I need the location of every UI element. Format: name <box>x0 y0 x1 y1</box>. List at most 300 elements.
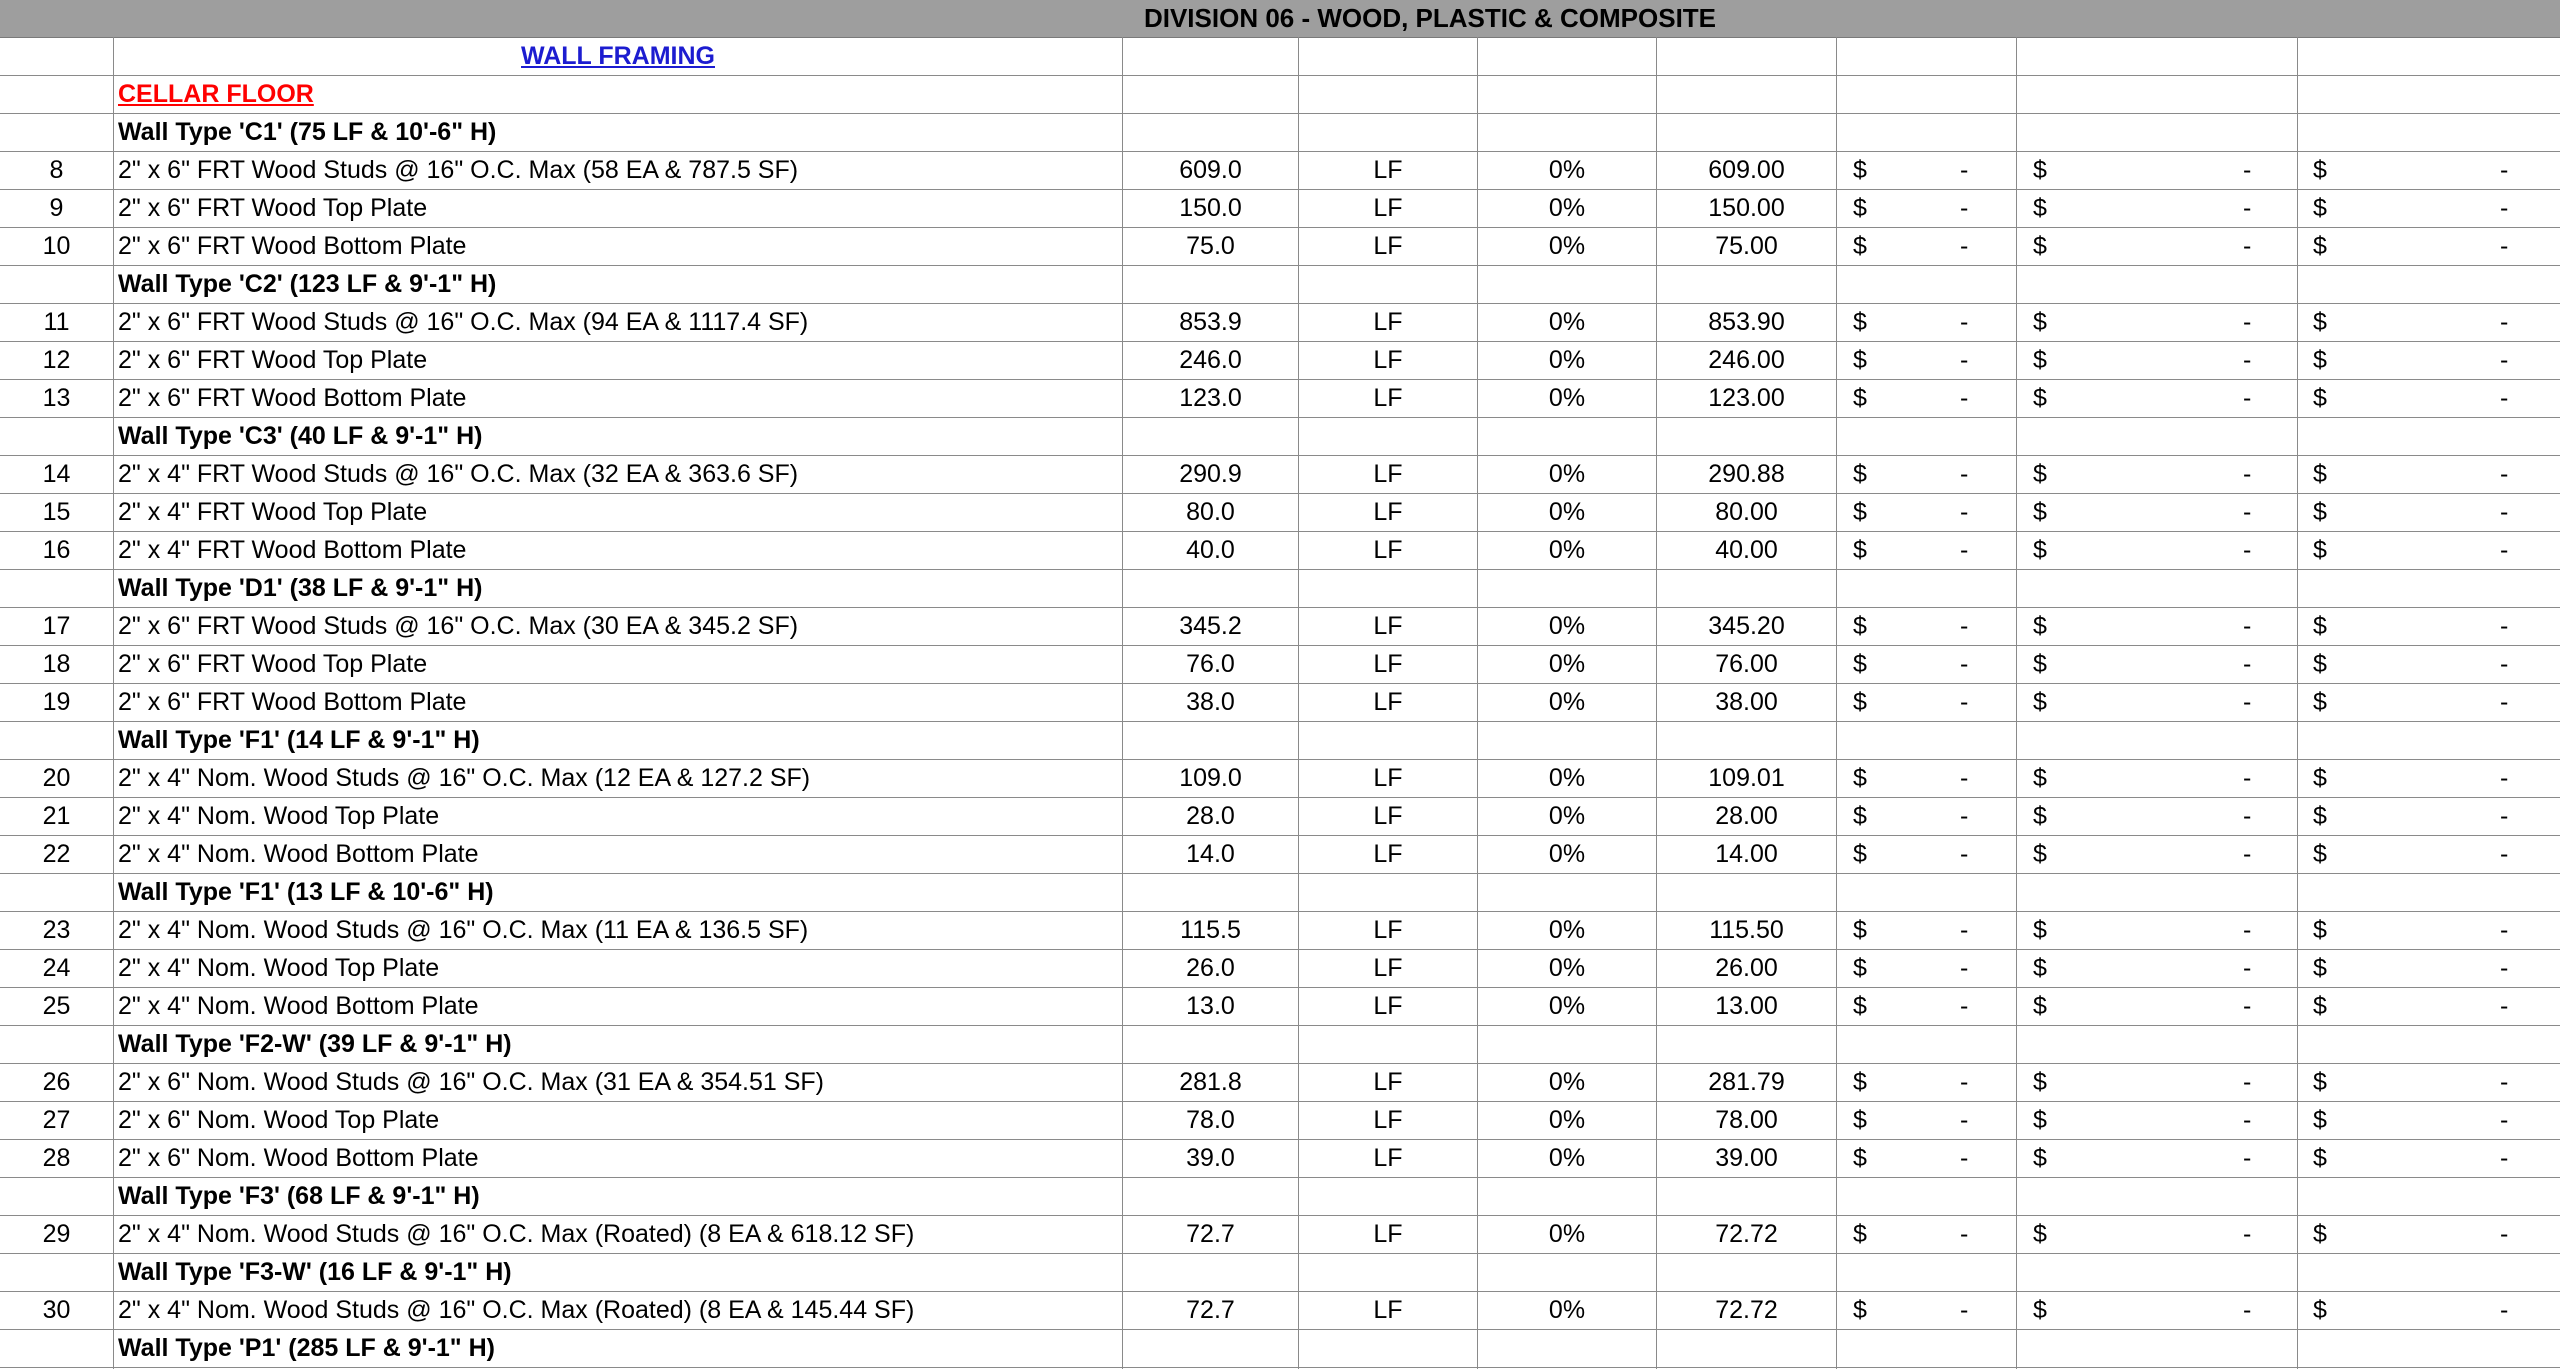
item-quantity: 38.0 <box>1186 688 1235 716</box>
empty-value-dash: - <box>1960 650 1969 678</box>
wall-type-label: Wall Type 'F1' (14 LF & 9'-1" H) <box>118 726 480 754</box>
currency-symbol: $ <box>1853 1296 1867 1324</box>
section-row[interactable] <box>0 38 2560 76</box>
item-description: 2" x 6" FRT Wood Top Plate <box>118 346 428 374</box>
currency-symbol: $ <box>2033 1106 2047 1134</box>
item-quantity: 13.0 <box>1186 992 1235 1020</box>
empty-value-dash: - <box>2243 498 2252 526</box>
item-waste-percent: 0% <box>1548 650 1586 678</box>
item-quantity: 290.9 <box>1179 460 1242 488</box>
line-number: 26 <box>42 1068 71 1096</box>
item-unit: LF <box>1373 840 1403 868</box>
empty-value-dash: - <box>2500 1144 2509 1172</box>
empty-value-dash: - <box>2500 346 2509 374</box>
wall-type-group-row[interactable] <box>0 1178 2560 1216</box>
empty-value-dash: - <box>2243 764 2252 792</box>
division-title: DIVISION 06 - WOOD, PLASTIC & COMPOSITE <box>1143 3 1717 33</box>
wall-type-label: Wall Type 'F3-W' (16 LF & 9'-1" H) <box>118 1258 512 1286</box>
line-item-row[interactable] <box>0 988 2560 1026</box>
currency-symbol: $ <box>2033 346 2047 374</box>
currency-symbol: $ <box>1853 840 1867 868</box>
line-item-row[interactable] <box>0 684 2560 722</box>
currency-symbol: $ <box>2033 536 2047 564</box>
line-item-row[interactable] <box>0 1216 2560 1254</box>
currency-symbol: $ <box>2033 1144 2047 1172</box>
item-waste-percent: 0% <box>1548 536 1586 564</box>
item-unit: LF <box>1373 156 1403 184</box>
column-divider <box>2297 37 2298 1369</box>
item-description: 2" x 6" Nom. Wood Bottom Plate <box>118 1144 479 1172</box>
wall-type-group-row[interactable] <box>0 266 2560 304</box>
currency-symbol: $ <box>2313 232 2327 260</box>
empty-value-dash: - <box>2500 764 2509 792</box>
currency-symbol: $ <box>1853 460 1867 488</box>
currency-symbol: $ <box>2313 1106 2327 1134</box>
line-number: 8 <box>49 156 64 184</box>
line-item-row[interactable] <box>0 608 2560 646</box>
empty-value-dash: - <box>2243 1296 2252 1324</box>
item-unit: LF <box>1373 384 1403 412</box>
line-number: 11 <box>43 308 70 336</box>
item-quantity: 123.0 <box>1179 384 1242 412</box>
empty-value-dash: - <box>2243 1220 2252 1248</box>
currency-symbol: $ <box>2033 954 2047 982</box>
item-unit: LF <box>1373 802 1403 830</box>
item-description: 2" x 6" Nom. Wood Studs @ 16" O.C. Max (31 EA & 354.51 SF) <box>118 1068 825 1096</box>
item-unit: LF <box>1373 1144 1403 1172</box>
line-item-row[interactable] <box>0 836 2560 874</box>
item-waste-percent: 0% <box>1548 232 1586 260</box>
item-unit: LF <box>1373 1106 1403 1134</box>
currency-symbol: $ <box>2033 308 2047 336</box>
currency-symbol: $ <box>1853 612 1867 640</box>
item-description: 2" x 4" Nom. Wood Top Plate <box>118 802 440 830</box>
empty-value-dash: - <box>2500 1106 2509 1134</box>
currency-symbol: $ <box>2033 916 2047 944</box>
empty-value-dash: - <box>2500 1296 2509 1324</box>
wall-type-group-row[interactable] <box>0 418 2560 456</box>
line-item-row[interactable] <box>0 1064 2560 1102</box>
currency-symbol: $ <box>2313 916 2327 944</box>
currency-symbol: $ <box>1853 916 1867 944</box>
empty-value-dash: - <box>2243 916 2252 944</box>
item-quantity: 26.0 <box>1186 954 1235 982</box>
item-quantity: 115.5 <box>1180 916 1241 944</box>
item-total-quantity: 13.00 <box>1715 992 1778 1020</box>
currency-symbol: $ <box>2033 498 2047 526</box>
empty-value-dash: - <box>2500 156 2509 184</box>
empty-value-dash: - <box>1960 1220 1969 1248</box>
currency-symbol: $ <box>2033 156 2047 184</box>
item-description: 2" x 4" FRT Wood Bottom Plate <box>118 536 467 564</box>
wall-type-label: Wall Type 'F2-W' (39 LF & 9'-1" H) <box>118 1030 512 1058</box>
item-waste-percent: 0% <box>1548 460 1586 488</box>
empty-value-dash: - <box>2243 840 2252 868</box>
item-unit: LF <box>1373 498 1403 526</box>
empty-value-dash: - <box>2243 308 2252 336</box>
empty-value-dash: - <box>1960 346 1969 374</box>
column-divider <box>1836 37 1837 1369</box>
currency-symbol: $ <box>2033 1068 2047 1096</box>
currency-symbol: $ <box>1853 1068 1867 1096</box>
currency-symbol: $ <box>2033 1220 2047 1248</box>
currency-symbol: $ <box>2313 498 2327 526</box>
item-description: 2" x 6" FRT Wood Bottom Plate <box>118 232 467 260</box>
empty-value-dash: - <box>2243 232 2252 260</box>
item-waste-percent: 0% <box>1548 802 1586 830</box>
empty-value-dash: - <box>1960 916 1969 944</box>
wall-type-label: Wall Type 'D1' (38 LF & 9'-1" H) <box>118 574 483 602</box>
wall-type-label: Wall Type 'C2' (123 LF & 9'-1" H) <box>118 270 497 298</box>
currency-symbol: $ <box>2313 764 2327 792</box>
column-divider <box>1656 37 1657 1369</box>
empty-value-dash: - <box>2500 802 2509 830</box>
empty-value-dash: - <box>1960 194 1969 222</box>
item-total-quantity: 115.50 <box>1709 916 1784 944</box>
floor-row[interactable] <box>0 76 2560 114</box>
item-quantity: 78.0 <box>1186 1106 1235 1134</box>
item-unit: LF <box>1373 764 1403 792</box>
item-waste-percent: 0% <box>1548 384 1586 412</box>
item-description: 2" x 4" Nom. Wood Bottom Plate <box>118 840 479 868</box>
item-quantity: 109.0 <box>1179 764 1242 792</box>
item-total-quantity: 28.00 <box>1715 802 1778 830</box>
currency-symbol: $ <box>1853 194 1867 222</box>
floor-title: CELLAR FLOOR <box>118 80 314 108</box>
item-description: 2" x 6" FRT Wood Studs @ 16" O.C. Max (58 EA & 787.5 SF) <box>118 156 799 184</box>
line-number: 30 <box>42 1296 71 1324</box>
currency-symbol: $ <box>1853 954 1867 982</box>
item-quantity: 72.7 <box>1186 1220 1235 1248</box>
empty-value-dash: - <box>2243 460 2252 488</box>
empty-value-dash: - <box>1960 1106 1969 1134</box>
item-total-quantity: 75.00 <box>1715 232 1778 260</box>
empty-value-dash: - <box>1960 1144 1969 1172</box>
item-total-quantity: 609.00 <box>1708 156 1785 184</box>
currency-symbol: $ <box>2033 992 2047 1020</box>
item-total-quantity: 109.01 <box>1708 764 1785 792</box>
item-quantity: 281.8 <box>1179 1068 1242 1096</box>
line-item-row[interactable] <box>0 456 2560 494</box>
line-item-row[interactable] <box>0 228 2560 266</box>
currency-symbol: $ <box>2313 840 2327 868</box>
empty-value-dash: - <box>2500 840 2509 868</box>
line-item-row[interactable] <box>0 1292 2560 1330</box>
currency-symbol: $ <box>1853 992 1867 1020</box>
item-unit: LF <box>1373 308 1403 336</box>
item-waste-percent: 0% <box>1548 840 1586 868</box>
empty-value-dash: - <box>2500 650 2509 678</box>
currency-symbol: $ <box>2313 194 2327 222</box>
currency-symbol: $ <box>1853 1220 1867 1248</box>
item-total-quantity: 39.00 <box>1715 1144 1778 1172</box>
currency-symbol: $ <box>2313 1296 2327 1324</box>
item-description: 2" x 4" Nom. Wood Top Plate <box>118 954 440 982</box>
line-number: 17 <box>42 612 71 640</box>
line-number: 24 <box>42 954 71 982</box>
empty-value-dash: - <box>2500 232 2509 260</box>
empty-value-dash: - <box>2500 1068 2509 1096</box>
item-unit: LF <box>1373 460 1403 488</box>
line-item-row[interactable] <box>0 494 2560 532</box>
currency-symbol: $ <box>1853 156 1867 184</box>
item-waste-percent: 0% <box>1548 764 1586 792</box>
item-unit: LF <box>1373 612 1403 640</box>
line-item-row[interactable] <box>0 1140 2560 1178</box>
item-unit: LF <box>1373 916 1403 944</box>
currency-symbol: $ <box>2313 688 2327 716</box>
empty-value-dash: - <box>2243 612 2252 640</box>
line-item-row[interactable] <box>0 950 2560 988</box>
wall-type-label: Wall Type 'F3' (68 LF & 9'-1" H) <box>118 1182 480 1210</box>
line-number: 23 <box>42 916 71 944</box>
wall-type-group-row[interactable] <box>0 722 2560 760</box>
currency-symbol: $ <box>1853 308 1867 336</box>
item-unit: LF <box>1373 688 1403 716</box>
currency-symbol: $ <box>2033 1296 2047 1324</box>
empty-value-dash: - <box>2243 688 2252 716</box>
wall-type-group-row[interactable] <box>0 570 2560 608</box>
empty-value-dash: - <box>2500 308 2509 336</box>
line-number: 27 <box>42 1106 71 1134</box>
empty-value-dash: - <box>1960 612 1969 640</box>
empty-value-dash: - <box>2500 992 2509 1020</box>
empty-value-dash: - <box>2243 536 2252 564</box>
wall-type-group-row[interactable] <box>0 1330 2560 1368</box>
item-waste-percent: 0% <box>1548 1144 1586 1172</box>
line-number: 21 <box>42 802 71 830</box>
line-number: 18 <box>42 650 71 678</box>
section-title-link[interactable]: WALL FRAMING <box>521 42 715 70</box>
line-item-row[interactable] <box>0 912 2560 950</box>
item-total-quantity: 281.79 <box>1708 1068 1785 1096</box>
currency-symbol: $ <box>1853 232 1867 260</box>
column-divider <box>113 37 114 1369</box>
currency-symbol: $ <box>2313 536 2327 564</box>
item-description: 2" x 4" Nom. Wood Studs @ 16" O.C. Max (11 EA & 136.5 SF) <box>118 916 809 944</box>
wall-type-label: Wall Type 'C1' (75 LF & 10'-6" H) <box>118 118 497 146</box>
item-quantity: 75.0 <box>1186 232 1235 260</box>
currency-symbol: $ <box>2033 764 2047 792</box>
currency-symbol: $ <box>2033 802 2047 830</box>
currency-symbol: $ <box>2033 384 2047 412</box>
empty-value-dash: - <box>1960 384 1969 412</box>
item-quantity: 39.0 <box>1186 1144 1235 1172</box>
currency-symbol: $ <box>1853 498 1867 526</box>
item-waste-percent: 0% <box>1548 688 1586 716</box>
item-total-quantity: 78.00 <box>1715 1106 1778 1134</box>
empty-value-dash: - <box>1960 460 1969 488</box>
currency-symbol: $ <box>1853 802 1867 830</box>
currency-symbol: $ <box>2313 1220 2327 1248</box>
currency-symbol: $ <box>2033 232 2047 260</box>
currency-symbol: $ <box>2313 1068 2327 1096</box>
line-number: 29 <box>42 1220 71 1248</box>
currency-symbol: $ <box>2313 346 2327 374</box>
line-item-row[interactable] <box>0 646 2560 684</box>
empty-value-dash: - <box>1960 992 1969 1020</box>
empty-value-dash: - <box>2500 688 2509 716</box>
currency-symbol: $ <box>2033 194 2047 222</box>
item-quantity: 40.0 <box>1186 536 1235 564</box>
empty-value-dash: - <box>2500 954 2509 982</box>
item-quantity: 853.9 <box>1179 308 1242 336</box>
empty-value-dash: - <box>2243 1144 2252 1172</box>
line-item-row[interactable] <box>0 798 2560 836</box>
currency-symbol: $ <box>1853 536 1867 564</box>
item-waste-percent: 0% <box>1548 1106 1586 1134</box>
currency-symbol: $ <box>1853 1106 1867 1134</box>
wall-type-group-row[interactable] <box>0 874 2560 912</box>
line-number: 9 <box>49 194 64 222</box>
item-total-quantity: 290.88 <box>1708 460 1785 488</box>
item-unit: LF <box>1373 346 1403 374</box>
item-total-quantity: 40.00 <box>1715 536 1778 564</box>
wall-type-label: Wall Type 'C3' (40 LF & 9'-1" H) <box>118 422 483 450</box>
line-item-row[interactable] <box>0 380 2560 418</box>
column-divider <box>1477 37 1478 1369</box>
item-description: 2" x 4" Nom. Wood Studs @ 16" O.C. Max (Roated) (8 EA & 145.44 SF) <box>118 1296 915 1324</box>
division-header-row[interactable] <box>0 0 2560 38</box>
currency-symbol: $ <box>1853 650 1867 678</box>
item-waste-percent: 0% <box>1548 916 1586 944</box>
item-total-quantity: 246.00 <box>1708 346 1785 374</box>
item-total-quantity: 72.72 <box>1715 1296 1778 1324</box>
item-description: 2" x 6" FRT Wood Top Plate <box>118 194 428 222</box>
currency-symbol: $ <box>1853 688 1867 716</box>
item-quantity: 72.7 <box>1186 1296 1235 1324</box>
line-item-row[interactable] <box>0 304 2560 342</box>
line-number: 13 <box>42 384 71 412</box>
item-description: 2" x 4" Nom. Wood Studs @ 16" O.C. Max (12 EA & 127.2 SF) <box>118 764 811 792</box>
empty-value-dash: - <box>2243 954 2252 982</box>
item-description: 2" x 6" Nom. Wood Top Plate <box>118 1106 440 1134</box>
empty-value-dash: - <box>2243 650 2252 678</box>
line-number: 22 <box>42 840 71 868</box>
line-number: 19 <box>42 688 71 716</box>
item-quantity: 345.2 <box>1179 612 1242 640</box>
item-total-quantity: 123.00 <box>1708 384 1785 412</box>
item-description: 2" x 6" FRT Wood Studs @ 16" O.C. Max (94 EA & 1117.4 SF) <box>118 308 809 336</box>
empty-value-dash: - <box>2243 802 2252 830</box>
empty-value-dash: - <box>1960 232 1969 260</box>
empty-value-dash: - <box>2500 536 2509 564</box>
item-unit: LF <box>1373 650 1403 678</box>
currency-symbol: $ <box>2313 308 2327 336</box>
wall-type-group-row[interactable] <box>0 1254 2560 1292</box>
currency-symbol: $ <box>2313 992 2327 1020</box>
item-waste-percent: 0% <box>1548 156 1586 184</box>
empty-value-dash: - <box>2243 1068 2252 1096</box>
line-item-row[interactable] <box>0 342 2560 380</box>
item-unit: LF <box>1373 1068 1403 1096</box>
line-item-row[interactable] <box>0 1102 2560 1140</box>
empty-value-dash: - <box>1960 688 1969 716</box>
empty-value-dash: - <box>1960 802 1969 830</box>
currency-symbol: $ <box>2313 802 2327 830</box>
wall-type-group-row[interactable] <box>0 114 2560 152</box>
empty-value-dash: - <box>1960 764 1969 792</box>
item-unit: LF <box>1373 536 1403 564</box>
line-item-row[interactable] <box>0 152 2560 190</box>
currency-symbol: $ <box>2033 612 2047 640</box>
item-description: 2" x 6" FRT Wood Top Plate <box>118 650 428 678</box>
empty-value-dash: - <box>1960 156 1969 184</box>
currency-symbol: $ <box>1853 384 1867 412</box>
empty-value-dash: - <box>2243 1106 2252 1134</box>
line-item-row[interactable] <box>0 760 2560 798</box>
item-unit: LF <box>1373 1220 1403 1248</box>
currency-symbol: $ <box>2313 1144 2327 1172</box>
column-divider <box>1298 37 1299 1369</box>
item-unit: LF <box>1373 954 1403 982</box>
item-waste-percent: 0% <box>1548 498 1586 526</box>
item-total-quantity: 26.00 <box>1715 954 1778 982</box>
line-item-row[interactable] <box>0 532 2560 570</box>
item-waste-percent: 0% <box>1548 612 1586 640</box>
empty-value-dash: - <box>2500 916 2509 944</box>
line-number: 25 <box>42 992 71 1020</box>
wall-type-group-row[interactable] <box>0 1026 2560 1064</box>
item-unit: LF <box>1373 992 1403 1020</box>
currency-symbol: $ <box>1853 1144 1867 1172</box>
item-total-quantity: 80.00 <box>1715 498 1778 526</box>
column-divider <box>2016 37 2017 1369</box>
currency-symbol: $ <box>1853 764 1867 792</box>
item-total-quantity: 38.00 <box>1715 688 1778 716</box>
currency-symbol: $ <box>2313 156 2327 184</box>
item-description: 2" x 6" FRT Wood Bottom Plate <box>118 384 467 412</box>
currency-symbol: $ <box>2313 650 2327 678</box>
item-quantity: 150.0 <box>1179 194 1242 222</box>
line-number: 14 <box>42 460 71 488</box>
item-description: 2" x 6" FRT Wood Studs @ 16" O.C. Max (30 EA & 345.2 SF) <box>118 612 799 640</box>
currency-symbol: $ <box>2313 954 2327 982</box>
line-item-row[interactable] <box>0 190 2560 228</box>
item-waste-percent: 0% <box>1548 194 1586 222</box>
item-total-quantity: 72.72 <box>1715 1220 1778 1248</box>
currency-symbol: $ <box>2313 612 2327 640</box>
item-unit: LF <box>1373 232 1403 260</box>
currency-symbol: $ <box>2313 460 2327 488</box>
item-waste-percent: 0% <box>1548 992 1586 1020</box>
item-quantity: 14.0 <box>1186 840 1235 868</box>
line-number: 12 <box>42 346 71 374</box>
line-number: 16 <box>42 536 71 564</box>
empty-value-dash: - <box>1960 1296 1969 1324</box>
item-total-quantity: 345.20 <box>1708 612 1785 640</box>
wall-type-label: Wall Type 'F1' (13 LF & 10'-6" H) <box>118 878 494 906</box>
empty-value-dash: - <box>2500 460 2509 488</box>
item-unit: LF <box>1373 1296 1403 1324</box>
item-total-quantity: 150.00 <box>1708 194 1785 222</box>
item-unit: LF <box>1373 194 1403 222</box>
empty-value-dash: - <box>2243 194 2252 222</box>
empty-value-dash: - <box>2500 384 2509 412</box>
item-waste-percent: 0% <box>1548 308 1586 336</box>
empty-value-dash: - <box>1960 498 1969 526</box>
currency-symbol: $ <box>2033 688 2047 716</box>
item-quantity: 609.0 <box>1179 156 1242 184</box>
item-description: 2" x 6" FRT Wood Bottom Plate <box>118 688 467 716</box>
item-total-quantity: 76.00 <box>1715 650 1778 678</box>
empty-value-dash: - <box>1960 536 1969 564</box>
empty-value-dash: - <box>2500 612 2509 640</box>
empty-value-dash: - <box>2243 156 2252 184</box>
line-number: 15 <box>42 498 71 526</box>
empty-value-dash: - <box>2243 346 2252 374</box>
currency-symbol: $ <box>2033 650 2047 678</box>
